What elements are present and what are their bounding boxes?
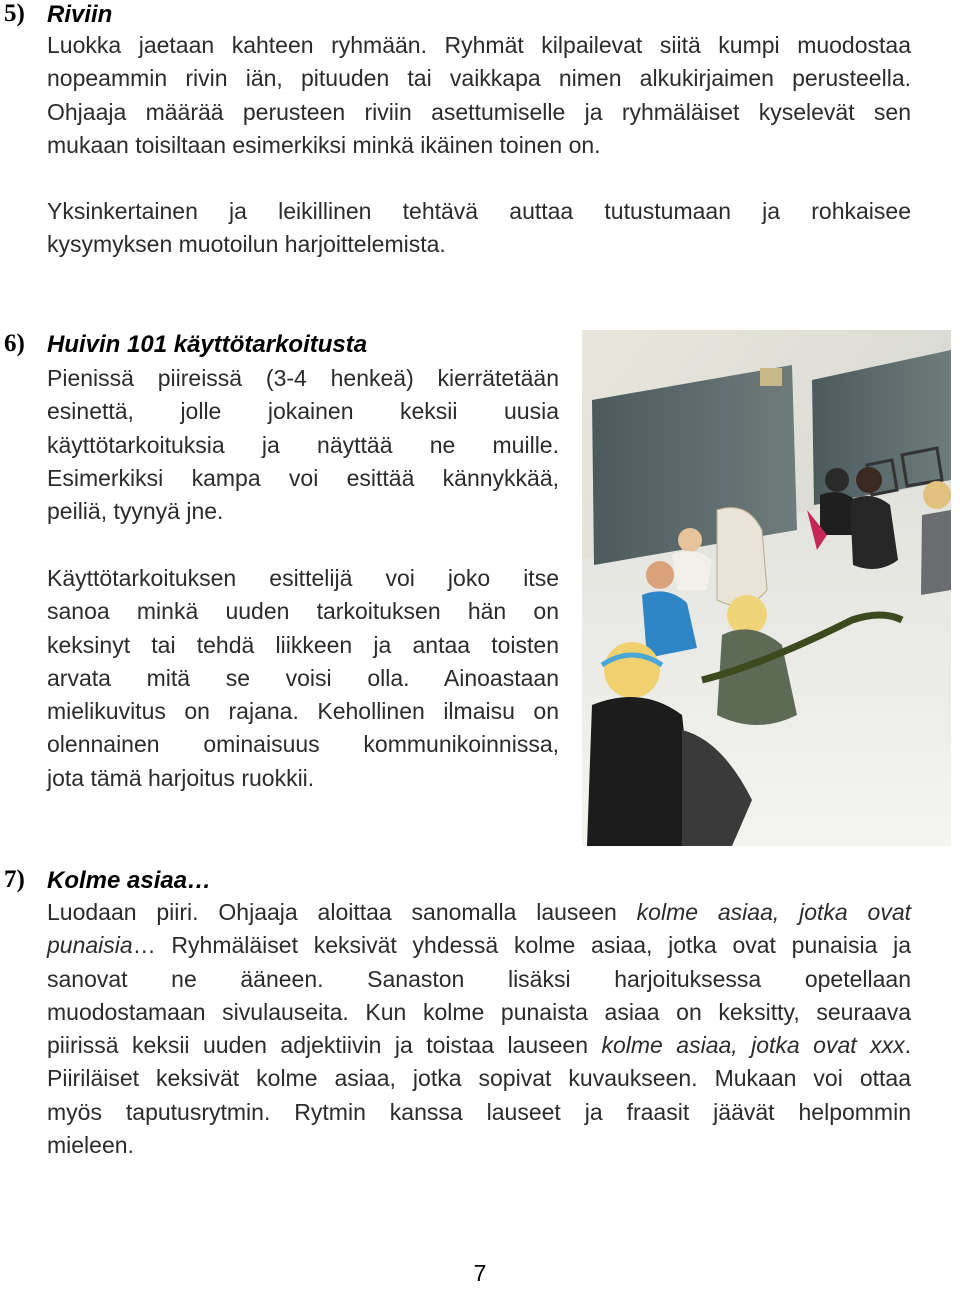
section-5-paragraph-2 — [47, 195, 911, 262]
text-line: Esimerkiksi kampa voi esittää kännykkää, — [47, 464, 559, 491]
section-5-title: Riviin — [47, 1, 113, 28]
text-segment: Luodaan piiri. Ohjaaja aloittaa sanomalla lauseen — [47, 899, 637, 925]
classroom-photo — [582, 330, 951, 846]
text-line: sanoa minkä uuden tarkoituksen hän on — [47, 598, 559, 625]
text-line — [47, 929, 911, 962]
italic-phrase: punaisia — [47, 932, 133, 959]
text-segment: piirissä keksii uuden adjektiivin ja toistaa lauseen — [47, 1032, 602, 1059]
section-7-number: 7) — [4, 866, 25, 893]
text-line: Luokka jaetaan kahteen ryhmään. Ryhmät kilpailevat siitä kumpi muodostaa — [47, 32, 911, 58]
section-6-paragraph-2 — [47, 562, 559, 795]
text-line: peiliä, tyynyä jne. — [47, 498, 224, 525]
text-line: käyttötarkoituksia ja näyttää ne muille. — [47, 431, 559, 458]
text-line: jota tämä harjoitus ruokkii. — [47, 764, 315, 791]
section-7-title: Kolme asiaa… — [47, 867, 212, 894]
text-line: Ohjaaja määrää perusteen riviin asettumiselle ja ryhmäläiset kyselevät sen — [47, 98, 911, 125]
section-6-number: 6) — [4, 330, 25, 357]
page-number: 7 — [473, 1260, 487, 1286]
text-line: keksinyt tai tehdä liikkeen ja antaa toisten — [47, 631, 559, 658]
text-line: nopeammin rivin iän, pituuden tai vaikkapa nimen alkukirjaimen perusteella. — [47, 65, 911, 92]
text-line — [47, 896, 911, 929]
text-line: sanovat ne ääneen. Sanaston lisäksi harjoituksessa opetellaan — [47, 965, 911, 992]
section-5-paragraph-1 — [47, 29, 911, 162]
text-line: Piiriläiset keksivät kolme asiaa, jotka sopivat kuvaukseen. Mukaan voi ottaa — [47, 1065, 911, 1092]
text-line: olennainen ominaisuus kommunikoinnissa, — [47, 731, 559, 758]
text-line: Pienissä piireissä (3-4 henkeä) kierrätetään — [47, 365, 559, 391]
text-segment: . — [904, 1032, 911, 1059]
text-line: myös taputusrytmin. Rytmin kanssa lauseet ja fraasit jäävät helpommin — [47, 1098, 911, 1125]
text-line: mukaan toisiltaan esimerkiksi minkä ikäinen toinen on. — [47, 131, 601, 158]
text-line: mielikuvitus on rajana. Kehollinen ilmaisu on — [47, 698, 559, 725]
text-segment: … Ryhmäläiset keksivät yhdessä kolme asiaa, jotka ovat punaisia ja — [132, 932, 911, 959]
section-7-paragraph — [47, 896, 911, 1162]
italic-phrase: kolme asiaa, jotka ovat — [636, 899, 912, 925]
section-5-number: 5) — [4, 0, 25, 27]
text-line: muodostamaan sivulauseita. Kun kolme punaista asiaa on keksitty, seuraava — [47, 998, 911, 1025]
text-line: mieleen. — [47, 1132, 134, 1159]
section-6-paragraph-1 — [47, 362, 559, 528]
text-line: arvata mitä se voisi olla. Ainoastaan — [47, 664, 559, 691]
text-line — [47, 1029, 911, 1062]
section-6-title: Huivin 101 käyttötarkoitusta — [47, 331, 368, 358]
text-line: esinettä, jolle jokainen keksii uusia — [47, 398, 559, 425]
text-line: Yksinkertainen ja leikillinen tehtävä auttaa tutustumaan ja rohkaisee — [47, 198, 911, 224]
text-line: Käyttötarkoituksen esittelijä voi joko itse — [47, 565, 559, 591]
italic-phrase: kolme asiaa, jotka ovat xxx — [601, 1032, 905, 1059]
text-line: kysymyksen muotoilun harjoittelemista. — [47, 231, 446, 258]
